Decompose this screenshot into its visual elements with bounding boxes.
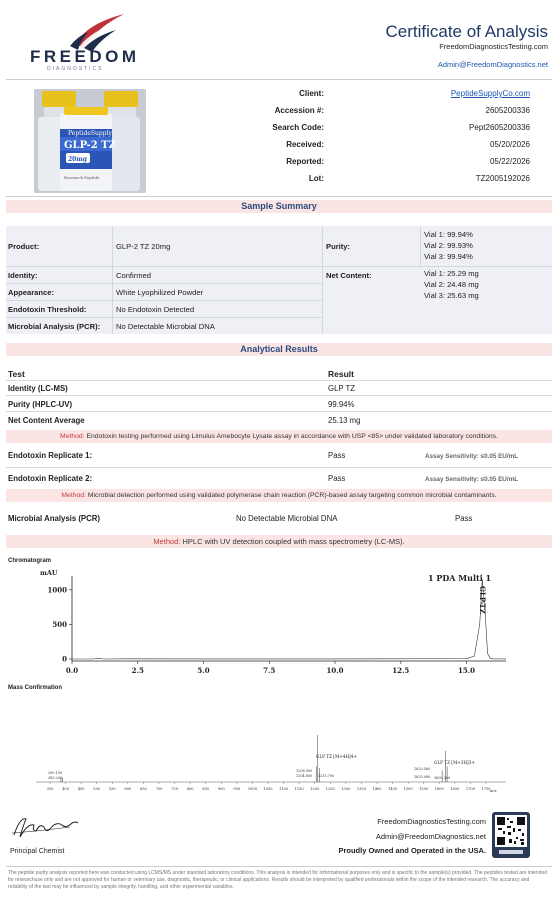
logo-wordmark: FREEDOM bbox=[30, 47, 140, 66]
logo-subtitle: DIAGNOSTICS bbox=[47, 66, 104, 72]
result-row-value: 99.94% bbox=[328, 400, 355, 409]
signer-title: Principal Chemist bbox=[10, 848, 65, 855]
chromatogram-x-tick-label: 0.0 bbox=[65, 666, 79, 675]
mass-x-unit: m/z bbox=[490, 789, 497, 793]
mass-x-tick-label: 350 bbox=[46, 787, 54, 791]
mass-x-tick-label: 450 bbox=[77, 787, 85, 791]
result-row-test: Identity (LC-MS) bbox=[8, 384, 68, 393]
method-hplc-note: Method: HPLC with UV detection coupled with mass spectrometry (LC-MS). bbox=[6, 535, 552, 548]
footer-tagline: Proudly Owned and Operated in the USA. bbox=[338, 846, 486, 855]
header-website: FreedomDiagnosticsTesting.com bbox=[439, 42, 548, 51]
net-content-vial-3: Vial 3: 25.63 mg bbox=[424, 291, 479, 300]
mass-peak-label: 1620.560 bbox=[414, 767, 431, 771]
signature-image bbox=[10, 811, 80, 841]
endotoxin-rep2-result: Pass bbox=[328, 474, 346, 483]
appearance-value: White Lyophilized Powder bbox=[116, 288, 204, 297]
mass-x-tick-label: 1300 bbox=[341, 787, 351, 791]
net-content-vial-1: Vial 1: 25.29 mg bbox=[424, 269, 479, 278]
mass-peak-label: 1215.700 bbox=[318, 774, 335, 778]
qr-code[interactable] bbox=[492, 812, 530, 858]
disclaimer-text: The peptide purity analysis reported here was conducted using LCMS/MS under standard laboratory conditions. This analysis is intended for informational purposes only and is specific to the sample(s) provided. The peptides tested are intended for researchuse only and are not approved for human or veterinary use, diagnostic, therapeutic, or clinical applications. Results should be interpreted by qualified professionals within the scope of the intended research. The accuracy and reliability of the test may be influenced by sample integrity, handling, and other experimental variables. bbox=[8, 870, 548, 890]
mass-x-tick-label: 950 bbox=[233, 787, 241, 791]
info-lot: Lot: TZ2005192026 bbox=[308, 174, 530, 183]
mass-x-tick-label: 1200 bbox=[310, 787, 320, 791]
header-divider bbox=[6, 79, 552, 80]
chromatogram-legend: 1 PDA Multi 1 bbox=[428, 573, 492, 583]
footer-website: FreedomDiagnosticsTesting.com bbox=[377, 817, 486, 826]
svg-text:PeptideSupply: PeptideSupply bbox=[68, 130, 112, 137]
mass-x-tick-label: 550 bbox=[108, 787, 116, 791]
info-accession: Accession #: 2605200336 bbox=[274, 106, 530, 115]
mass-peak-label: 1208.900 bbox=[296, 769, 313, 773]
info-client: Client: PeptideSupplyCo.com bbox=[299, 89, 530, 98]
results-col-result: Result bbox=[328, 369, 354, 379]
analytical-results-heading: Analytical Results bbox=[6, 343, 552, 356]
info-received: Received: 05/20/2026 bbox=[286, 140, 530, 149]
net-content-label: Net Content: bbox=[326, 271, 372, 280]
mass-x-tick-label: 1400 bbox=[372, 787, 382, 791]
pcr-result: Pass bbox=[455, 514, 473, 523]
document-title: Certificate of Analysis bbox=[385, 22, 548, 41]
sample-summary-table bbox=[6, 226, 552, 334]
endotoxin-threshold-value: No Endotoxin Detected bbox=[116, 305, 195, 314]
mass-spectrum-chart bbox=[6, 694, 552, 798]
mass-x-tick-label: 900 bbox=[217, 787, 225, 791]
mass-peak-label: 1204.800 bbox=[296, 774, 313, 778]
product-label: Product: bbox=[8, 242, 40, 251]
chromatogram-y-tick-label: 0 bbox=[62, 654, 67, 664]
mass-x-tick-label: 800 bbox=[186, 787, 194, 791]
info-reported: Reported: 05/22/2026 bbox=[286, 157, 530, 166]
chromatogram-x-tick-label: 5.0 bbox=[197, 666, 210, 675]
chromatogram-chart bbox=[6, 566, 552, 682]
mass-x-tick-label: 700 bbox=[155, 787, 163, 791]
net-content-vial-2: Vial 2: 24.48 mg bbox=[424, 280, 479, 289]
header-email-link[interactable]: Admin@FreedomDiagnostics.net bbox=[437, 60, 548, 69]
mass-x-tick-label: 750 bbox=[171, 787, 179, 791]
svg-text:20mg: 20mg bbox=[68, 156, 87, 163]
chromatogram-y-unit: mAU bbox=[40, 569, 58, 577]
sample-summary-heading: Sample Summary bbox=[6, 200, 552, 213]
mass-peak-label: 390.100 bbox=[48, 771, 63, 775]
mass-x-tick-label: 1550 bbox=[419, 787, 429, 791]
chromatogram-x-tick-label: 10.0 bbox=[326, 666, 344, 675]
endotoxin-rep1-sensitivity: Assay Sensitivity: ≤0.05 EU/mL bbox=[425, 453, 519, 460]
mass-peak-label: 1609.200 bbox=[434, 776, 451, 780]
mass-x-tick-label: 1750 bbox=[481, 787, 491, 791]
mass-x-tick-label: 650 bbox=[139, 787, 147, 791]
endotoxin-threshold-label: Endotoxin Threshold: bbox=[8, 305, 87, 314]
identity-value: Confirmed bbox=[116, 271, 152, 280]
mass-x-tick-label: 400 bbox=[62, 787, 70, 791]
endotoxin-rep2-label: Endotoxin Replicate 2: bbox=[8, 474, 93, 483]
mass-confirmation-title: Mass Confirmation bbox=[8, 685, 63, 691]
results-col-test: Test bbox=[8, 369, 25, 379]
mass-x-tick-label: 500 bbox=[93, 787, 101, 791]
result-row-test: Net Content Average bbox=[8, 416, 85, 425]
chromatogram-x-tick-label: 2.5 bbox=[131, 666, 144, 675]
method-microbial-note: Method: Microbial detection performed using validated polymerase chain reaction (PCR)-based assay targeting common microbial contaminants. bbox=[6, 489, 552, 502]
identity-label: Identity: bbox=[8, 271, 38, 280]
microbial-value: No Detectable Microbial DNA bbox=[116, 322, 215, 331]
chromatogram-x-tick-label: 15.0 bbox=[458, 666, 476, 675]
purity-vial-1: Vial 1: 99.94% bbox=[424, 230, 473, 239]
mass-x-tick-label: 1100 bbox=[278, 787, 289, 791]
info-divider bbox=[6, 196, 552, 197]
mass-x-tick-label: 1000 bbox=[247, 787, 258, 791]
mass-x-tick-label: 600 bbox=[124, 787, 132, 791]
mass-x-tick-label: 1700 bbox=[465, 787, 476, 791]
mass-x-tick-label: 1150 bbox=[294, 787, 304, 791]
chromatogram-y-tick-label: 1000 bbox=[47, 585, 67, 595]
chromatogram-x-tick-label: 12.5 bbox=[392, 666, 410, 675]
mass-x-tick-label: 850 bbox=[202, 787, 210, 791]
mass-annotation: GLP TZ [M+4H]4+ bbox=[316, 754, 357, 759]
chromatogram-trace bbox=[72, 580, 506, 660]
result-row-value: 25.13 mg bbox=[328, 416, 361, 425]
product-vials-photo bbox=[34, 89, 146, 193]
chromatogram-peak-label: GLP-TZ bbox=[478, 586, 487, 614]
pcr-value: No Detectable Microbial DNA bbox=[236, 514, 338, 523]
mass-x-tick-label: 1050 bbox=[263, 787, 273, 791]
info-search-code: Search Code: Pept2605200336 bbox=[272, 123, 530, 132]
client-link[interactable]: PeptideSupplyCo.com bbox=[450, 89, 530, 98]
result-row-test: Purity (HPLC-UV) bbox=[8, 400, 73, 409]
footer-divider bbox=[6, 866, 552, 867]
purity-label: Purity: bbox=[326, 242, 351, 251]
svg-text:GLP-2 TZ: GLP-2 TZ bbox=[64, 140, 116, 151]
purity-vial-3: Vial 3: 99.94% bbox=[424, 252, 473, 261]
chromatogram-y-tick-label: 500 bbox=[52, 619, 67, 629]
mass-x-tick-label: 1450 bbox=[387, 787, 398, 791]
endotoxin-rep1-label: Endotoxin Replicate 1: bbox=[8, 451, 93, 460]
mass-x-tick-label: 1350 bbox=[356, 787, 367, 791]
mass-annotation: GLP TZ [M+3H]3+ bbox=[434, 760, 475, 765]
purity-vial-2: Vial 2: 99.93% bbox=[424, 241, 473, 250]
appearance-label: Appearance: bbox=[8, 288, 55, 297]
svg-text:Research Peptide: Research Peptide bbox=[64, 175, 100, 180]
mass-x-tick-label: 1500 bbox=[403, 787, 413, 791]
mass-peak-label: 1625.080 bbox=[414, 775, 431, 779]
result-row-value: GLP TZ bbox=[328, 384, 356, 393]
endotoxin-rep1-result: Pass bbox=[328, 451, 346, 460]
method-endotoxin-note: Method: Endotoxin testing performed using Limulus Amebocyte Lysate assay in accordance with USP <85> under validated laboratory conditions. bbox=[6, 430, 552, 443]
chromatogram-x-tick-label: 7.5 bbox=[263, 666, 276, 675]
mass-peak-label: 385.200 bbox=[48, 776, 63, 780]
mass-x-tick-label: 1600 bbox=[434, 787, 444, 791]
footer-email: Admin@FreedomDiagnostics.net bbox=[375, 832, 486, 841]
endotoxin-rep2-sensitivity: Assay Sensitivity: ≤0.05 EU/mL bbox=[425, 476, 519, 483]
mass-x-tick-label: 1250 bbox=[325, 787, 335, 791]
product-value: GLP-2 TZ 20mg bbox=[116, 242, 171, 251]
chromatogram-title: Chromatogram bbox=[8, 558, 52, 564]
mass-x-tick-label: 1650 bbox=[450, 787, 460, 791]
microbial-label: Microbial Analysis (PCR): bbox=[8, 322, 101, 331]
pcr-label: Microbial Analysis (PCR) bbox=[8, 514, 100, 523]
